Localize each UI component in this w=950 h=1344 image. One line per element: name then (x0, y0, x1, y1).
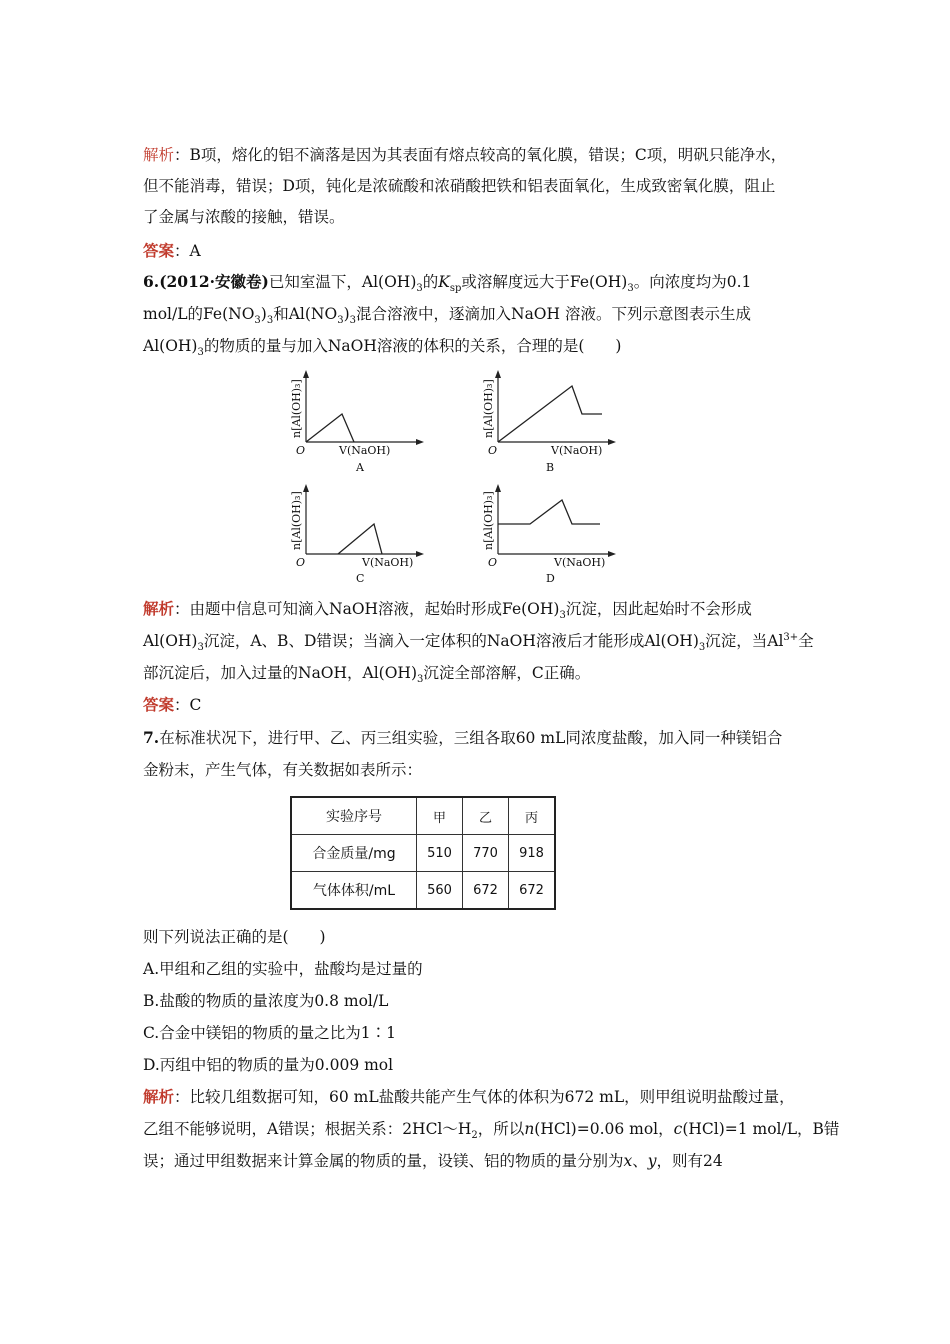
svg-text:n[Al(OH)₃]: n[Al(OH)₃] (482, 379, 495, 438)
explain-label: 解析 (143, 146, 175, 164)
q7-question: 则下列说法正确的是( ) (143, 928, 326, 946)
q7-option-d: D.丙组中铝的物质的量为0.009 mol (143, 1056, 394, 1074)
q7-option-c: C.合金中镁铝的物质的量之比为1∶1 (143, 1024, 396, 1042)
q6-stem-line3: $Al(OH)_3$的物质的量与加入NaOH溶液的体积的关系，合理的是( ) (143, 337, 622, 359)
graph-option-d (478, 482, 618, 590)
q7-explain-line3: 误；通过甲组数据来计算金属的物质的量，设镁、铝的物质的量分别为x、y，则有24 (143, 1152, 723, 1170)
graph-option-c (286, 482, 426, 590)
q5-explain-line2: 但不能消毒，错误；D项，钝化是浓硫酸和浓硝酸把铁和铝表面氧化，生成致密氧化膜，阻止 (143, 177, 776, 195)
q6-answer: 答案：C (143, 695, 202, 714)
graph-option-a (286, 368, 426, 476)
q7-stem-line1: 7.在标准状况下，进行甲、乙、丙三组实验，三组各取60 mL同浓度盐酸，加入同一种镁铝合 (143, 728, 783, 747)
svg-text:V(NaOH): V(NaOH) (554, 556, 606, 569)
q6-stem-line1: 6.(2012·安徽卷)已知室温下，$Al(OH)_3$的$K_{sp}$或溶解度远大于$Fe(OH)_3$。向浓度均为0.1 (143, 272, 752, 295)
svg-text:C: C (356, 572, 365, 585)
q6-stem-line2: mol/L的$Fe(NO_3)_3$和$Al(NO_3)_3$混合溶液中，逐滴加入NaOH 溶液。下列示意图表示生成 (143, 305, 751, 327)
q6-explain-line1: 解析：由题中信息可知滴入NaOH溶液，起始时形成$Fe(OH)_3$沉淀，因此起始时不会形成 (143, 599, 752, 622)
q5-explain-line1: 解析：B项，熔化的铝不滴落是因为其表面有熔点较高的氧化膜，错误；C项，明矾只能净水， (143, 146, 787, 164)
svg-text:D: D (546, 572, 555, 585)
svg-text:O: O (488, 444, 498, 457)
table-row: 合金质量/mg 510 770 918 (291, 835, 555, 872)
q7-explain-line1: 解析：比较几组数据可知，60 mL盐酸共能产生气体的体积为672 mL，则甲组说明盐酸过量， (143, 1087, 795, 1106)
q6-explain-line3: 部沉淀后，加入过量的NaOH，$Al(OH)_3$沉淀全部溶解，C正确。 (143, 664, 591, 686)
graph-option-b (478, 368, 618, 476)
svg-text:n[Al(OH)₃]: n[Al(OH)₃] (290, 491, 303, 550)
answer-label: 答案 (143, 241, 175, 260)
q7-explain-line2: 乙组不能够说明，A错误；根据关系：$2HCl\sim H_2$，所以n(HCl)=0.06 mol，c(HCl)=1 mol/L，B错 (143, 1120, 840, 1142)
svg-text:V(NaOH): V(NaOH) (362, 556, 414, 569)
svg-text:O: O (296, 556, 306, 569)
q5-explain-line3: 了金属与浓酸的接触，错误。 (143, 208, 345, 226)
svg-text:O: O (488, 556, 498, 569)
q6-explain-line2: $Al(OH)_3$沉淀，A、B、D错误；当滴入一定体积的NaOH溶液后才能形成$Al(OH)_3$沉淀，当$Al^{3+}$全 (143, 631, 814, 654)
data-table (290, 796, 556, 910)
q5-answer: 答案：A (143, 241, 201, 260)
y-axis-label: n[Al(OH)₃] (290, 379, 303, 438)
x-axis-label: V(NaOH) (339, 444, 391, 457)
option-letter: A (356, 461, 364, 474)
table-row: 气体体积/mL 560 672 672 (291, 872, 555, 910)
q7-stem-line2: 金粉末，产生气体，有关数据如表所示： (143, 761, 423, 779)
svg-text:n[Al(OH)₃]: n[Al(OH)₃] (482, 491, 495, 550)
svg-text:B: B (546, 461, 555, 474)
q6-source: (2012·安徽卷) (159, 272, 269, 291)
q7-option-b: B.盐酸的物质的量浓度为0.8 mol/L (143, 992, 389, 1010)
origin-label: O (296, 444, 306, 457)
q7-option-a: A.甲组和乙组的实验中，盐酸均是过量的 (143, 960, 423, 978)
table-header-row: 实验序号 甲 乙 丙 (291, 797, 555, 835)
svg-text:V(NaOH): V(NaOH) (551, 444, 603, 457)
